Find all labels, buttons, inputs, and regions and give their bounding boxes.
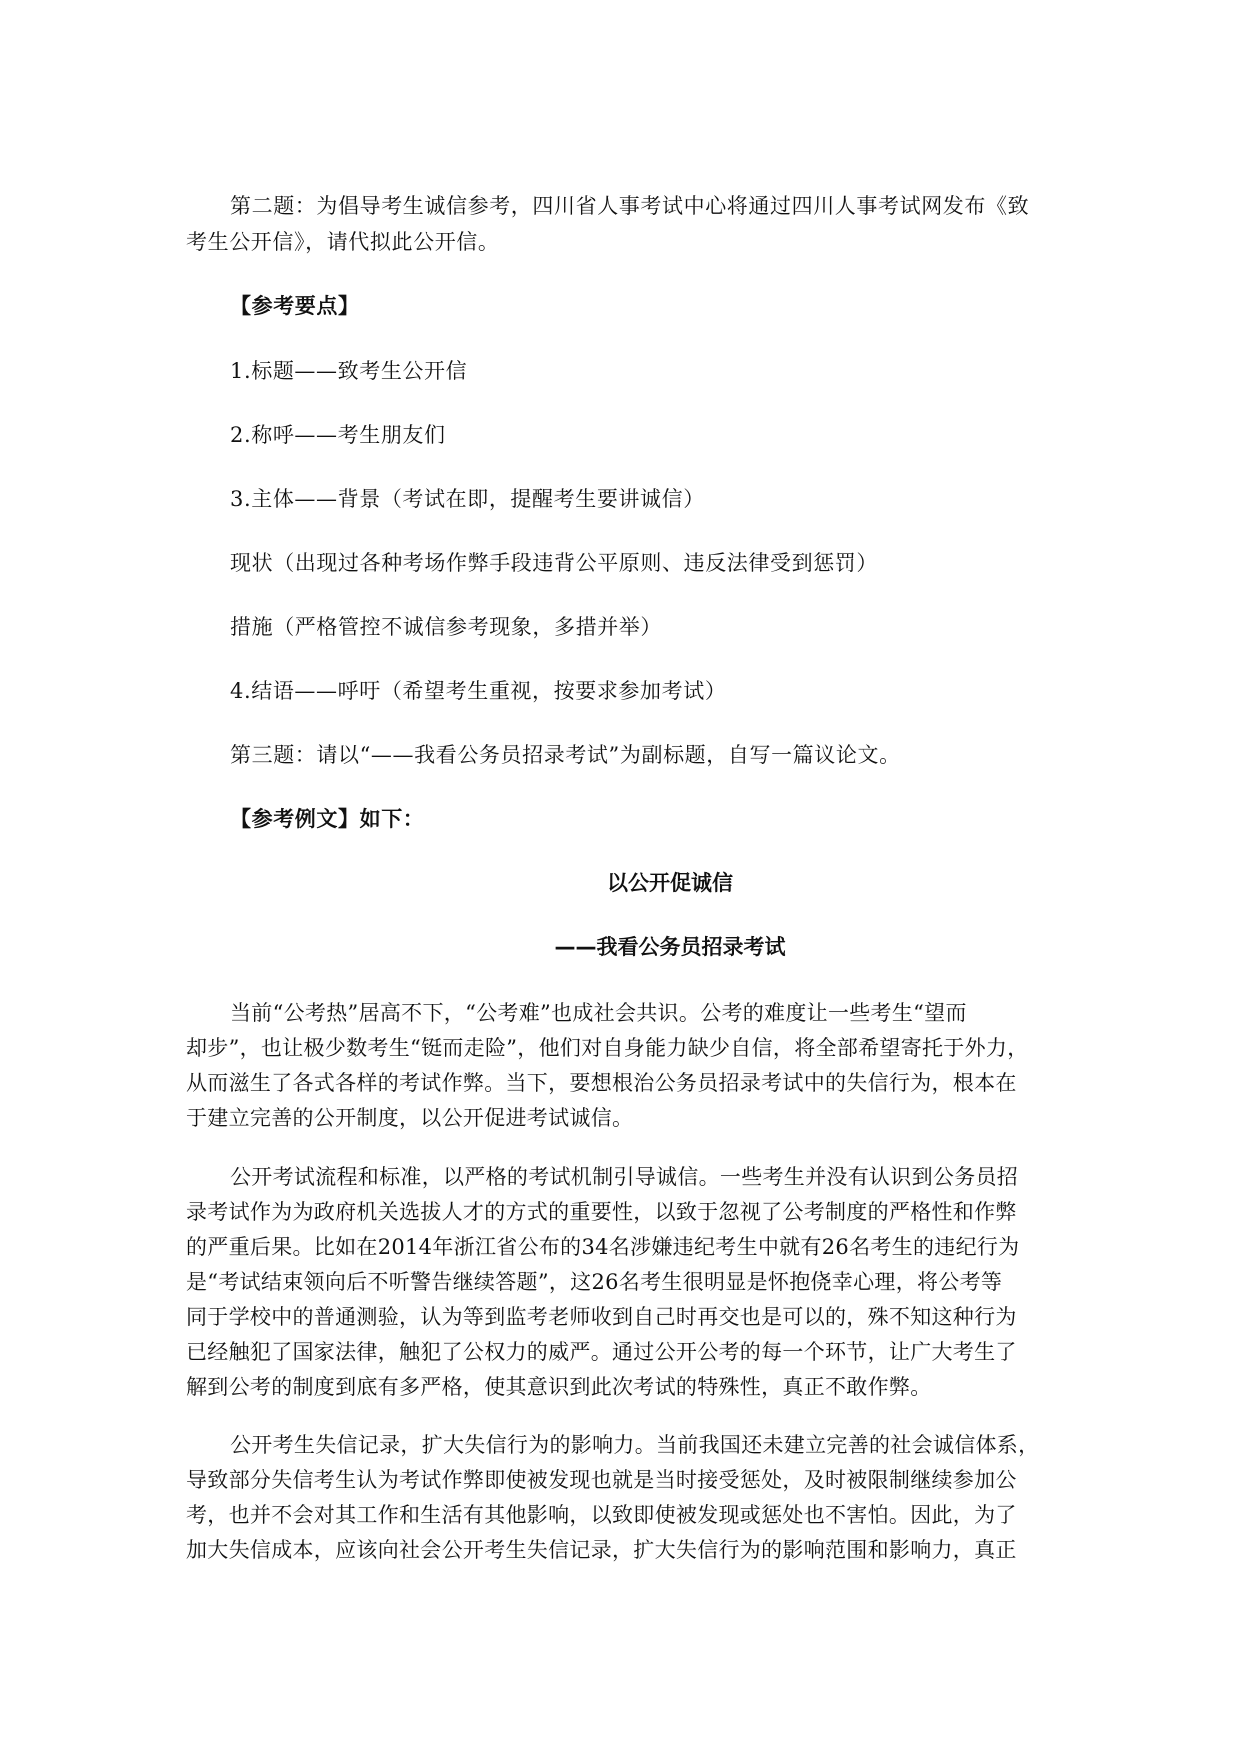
essay-paragraph-3 <box>186 1428 1056 1568</box>
sample-essay-heading: 【参考例文】如下： <box>230 807 425 831</box>
question-2-line-1: 第二题：为倡导考生诚信参考，四川省人事考试中心将通过四川人事考试网发布《致 <box>230 194 1030 218</box>
paragraph-line: 解到公考的制度到底有多严格，使其意识到此次考试的特殊性，真正不敢作弊。 <box>186 1375 932 1399</box>
paragraph-line: 导致部分失信考生认为考试作弊即使被发现也就是当时接受惩处，及时被限制继续参加公 <box>186 1468 1017 1492</box>
paragraph-line: 已经触犯了国家法律，触犯了公权力的威严。通过公开公考的每一个环节，让广大考生了 <box>186 1340 1017 1364</box>
essay-title: 以公开促诚信 <box>607 871 733 895</box>
paragraph-line: 同于学校中的普通测验，认为等到监考老师收到自己时再交也是可以的，殊不知这种行为 <box>186 1305 1017 1329</box>
paragraph-line: 却步”，也让极少数考生“铤而走险”，他们对自身能力缺少自信，将全部希望寄托于外力， <box>186 1036 1029 1060</box>
question-2-line-2: 考生公开信》，请代拟此公开信。 <box>186 230 500 254</box>
paragraph-line: 公开考生失信记录，扩大失信行为的影响力。当前我国还未建立完善的社会诚信体系， <box>230 1433 1040 1457</box>
question-3: 第三题：请以“——我看公务员招录考试”为副标题，自写一篇议论文。 <box>230 743 901 767</box>
point-2: 2.称呼——考生朋友们 <box>230 423 446 447</box>
essay-paragraph-2 <box>186 1160 1056 1405</box>
reference-points-heading: 【参考要点】 <box>230 294 360 318</box>
point-3: 3.主体——背景（考试在即，提醒考生要讲诚信） <box>230 487 705 511</box>
paragraph-line: 当前“公考热”居高不下，“公考难”也成社会共识。公考的难度让一些考生“望而 <box>230 1001 967 1025</box>
paragraph-line: 的严重后果。比如在2014年浙江省公布的34名涉嫌违纪考生中就有26名考生的违纪行为 <box>186 1235 1020 1259</box>
paragraph-line: 于建立完善的公开制度，以公开促进考试诚信。 <box>186 1106 634 1130</box>
point-3-measures: 措施（严格管控不诚信参考现象，多措并举） <box>230 615 662 639</box>
paragraph-line: 录考试作为为政府机关选拔人才的方式的重要性，以致于忽视了公考制度的严格性和作弊 <box>186 1200 1017 1224</box>
point-1: 1.标题——致考生公开信 <box>230 359 468 383</box>
essay-paragraph-1 <box>186 996 1056 1136</box>
point-3-status: 现状（出现过各种考场作弊手段违背公平原则、违反法律受到惩罚） <box>230 551 878 575</box>
point-4: 4.结语——呼吁（希望考生重视，按要求参加考试） <box>230 679 727 703</box>
paragraph-line: 是“考试结束领向后不听警告继续答题”，这26名考生很明显是怀抱侥幸心理，将公考等 <box>186 1270 1003 1294</box>
paragraph-line: 加大失信成本，应该向社会公开考生失信记录，扩大失信行为的影响范围和影响力，真正 <box>186 1538 1017 1562</box>
paragraph-line: 从而滋生了各式各样的考试作弊。当下，要想根治公务员招录考试中的失信行为，根本在 <box>186 1071 1017 1095</box>
essay-subtitle: ——我看公务员招录考试 <box>554 935 786 959</box>
paragraph-line: 考，也并不会对其工作和生活有其他影响，以致即使被发现或惩处也不害怕。因此，为了 <box>186 1503 1017 1527</box>
paragraph-line: 公开考试流程和标准，以严格的考试机制引导诚信。一些考生并没有认识到公务员招 <box>230 1165 1019 1189</box>
